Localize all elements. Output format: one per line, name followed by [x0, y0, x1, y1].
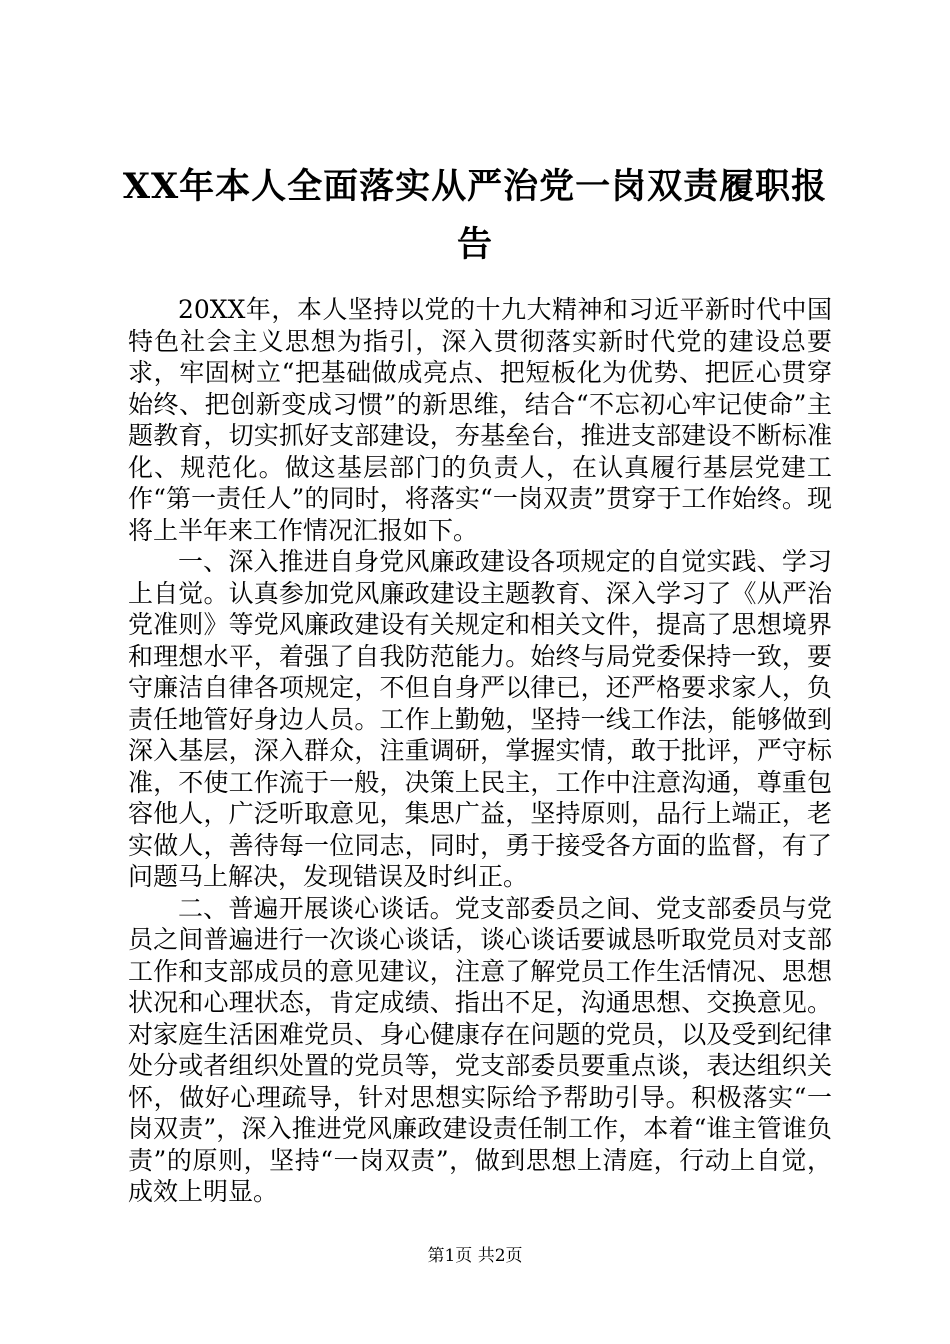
paragraph-section-one: 一、深入推进自身党风廉政建设各项规定的自觉实践、学习上自觉。认真参加党风廉政建设主题教育、深入学习了《从严治党准则》等党风廉政建设有关规定和相关文件，提高了思想境界和理想水平，着强了自我防范能力。始终与局党委保持一致，要守廉洁自律各项规定，不但自身严以律已，还严格要求家人，负责任地管好身边人员。工作上勤勉，坚持一线工作法，能够做到深入基层，深入群众，注重调研，掌握实情，敢于批评，严守标准，不使工作流于一般，决策上民主，工作中注意沟通，尊重包容他人，广泛听取意见，集思广益，坚持原则，品行上端正，老实做人，善待每一位同志，同时，勇于接受各方面的监督，有了问题马上解决，发现错误及时纠正。	[128, 547, 832, 891]
paragraph-section-two: 二、普遍开展谈心谈话。党支部委员之间、党支部委员与党员之间普遍进行一次谈心谈话，谈心谈话要诚恳听取党员对支部工作和支部成员的意见建议，注意了解党员工作生活情况、思想状况和心理状态，肯定成绩、指出不足，沟通思想、交换意见。对家庭生活困难党员、身心健康存在问题的党员，以及受到纪律处分或者组织处置的党员等，党支部委员要重点谈，表达组织关怀，做好心理疏导，针对思想实际给予帮助引导。积极落实“一岗双责”，深入推进党风廉政建设责任制工作，本着“谁主管谁负责”的原则，坚持“一岗双责”，做到思想上清庭，行动上自觉，成效上明显。	[128, 893, 832, 1206]
document-body	[128, 294, 832, 1208]
document-title: XX年本人全面落实从严治党一岗双责履职报告	[122, 166, 828, 265]
page-number-footer: 第1页 共2页	[427, 1246, 523, 1266]
paragraph-intro: 20XX年，本人坚持以党的十九大精神和习近平新时代中国特色社会主义思想为指引，深入贯彻落实新时代党的建设总要求，牢固树立“把基础做成亮点、把短板化为优势、把匠心贯穿始终、把创新变成习惯”的新思维，结合“不忘初心牢记使命”主题教育，切实抓好支部建设，夯基垒台，推进支部建设不断标准化、规范化。做这基层部门的负责人，在认真履行基层党建工作“第一责任人”的同时，将落实“一岗双责”贯穿于工作始终。现将上半年来工作情况汇报如下。	[128, 295, 832, 545]
